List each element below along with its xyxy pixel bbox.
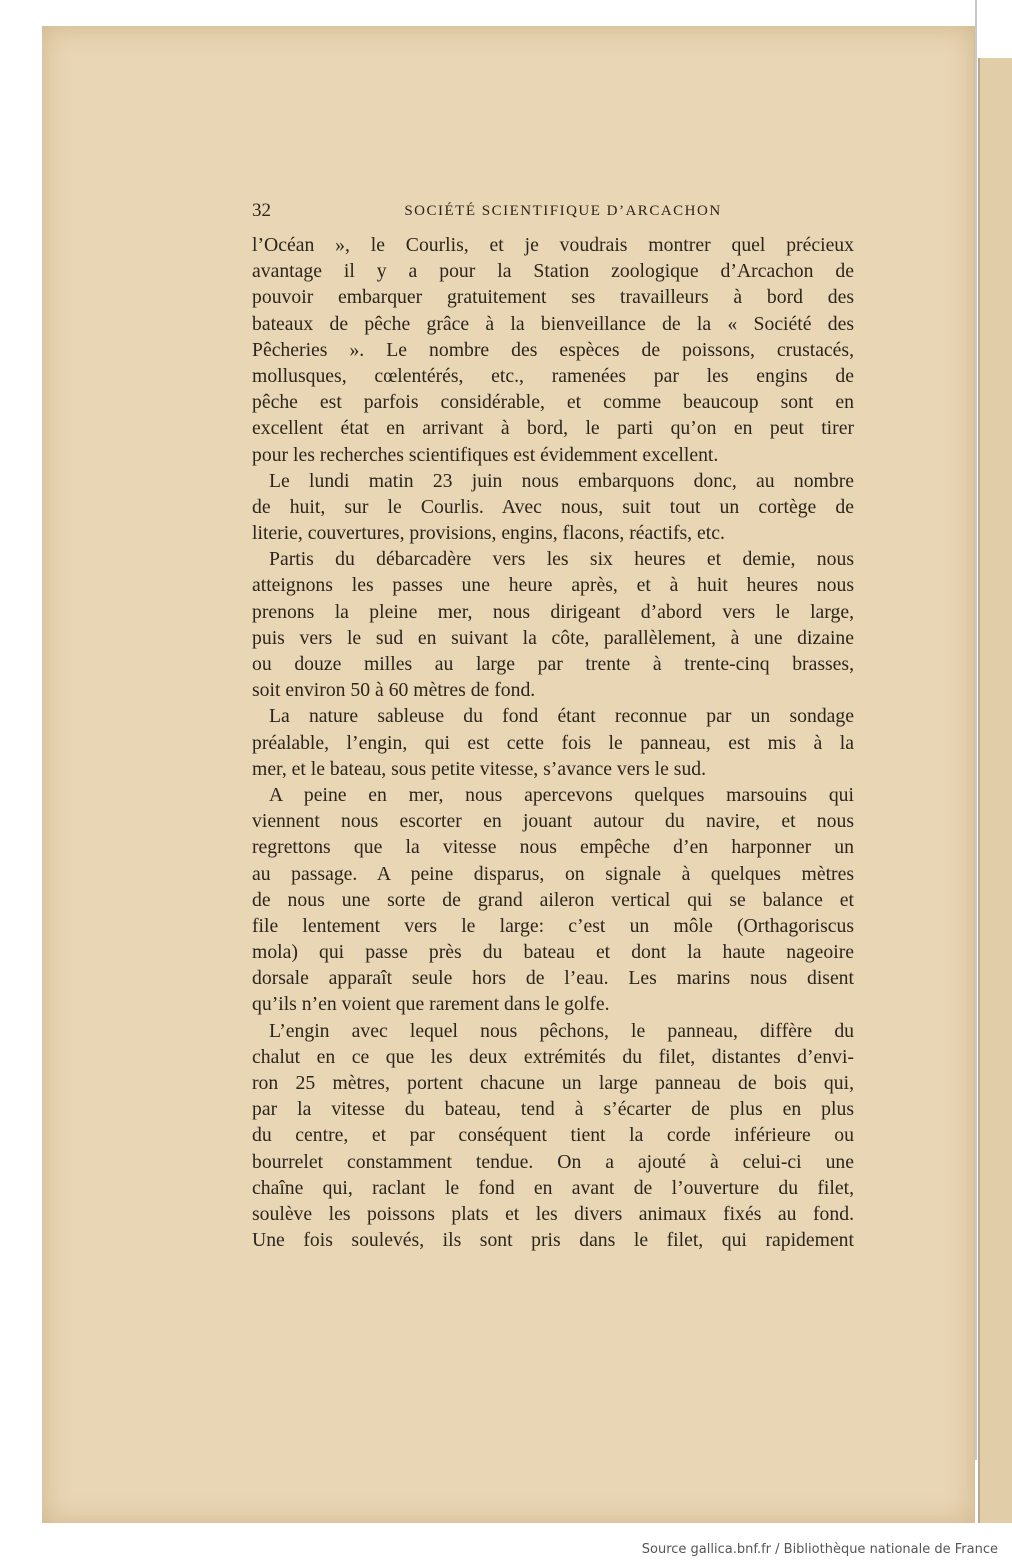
text-line: mollusques, cœlentérés, etc., ramenées par les engins de	[252, 364, 854, 387]
text-line: pêche est parfois considérable, et comme beaucoup sont en	[252, 391, 854, 414]
text-line: de nous une sorte de grand aileron vertical qui se balance et	[252, 888, 854, 911]
text-line: L’engin avec lequel nous pêchons, le panneau, diffère du	[269, 1019, 854, 1042]
text-line: viennent nous escorter en jouant autour du navire, et nous	[252, 810, 854, 833]
text-line: au passage. A peine disparus, on signale à quelques mètres	[252, 862, 854, 885]
text-line: Une fois soulevés, ils sont pris dans le filet, qui rapidement	[252, 1229, 854, 1252]
text-line: du centre, et par conséquent tient la corde inférieure ou	[252, 1124, 854, 1147]
text-line: pour les recherches scientifiques est évidemment excellent.	[252, 443, 719, 466]
text-line: pouvoir embarquer gratuitement ses travailleurs à bord des	[252, 286, 854, 309]
text-line: avantage il y a pour la Station zoologique d’Arcachon de	[252, 260, 854, 283]
text-line: atteignons les passes une heure après, et à huit heures nous	[252, 574, 854, 597]
text-line: chalut en ce que les deux extrémités du filet, distantes d’envi-	[252, 1045, 854, 1068]
text-line: préalable, l’engin, qui est cette fois le panneau, est mis à la	[252, 731, 854, 754]
running-title: SOCIÉTÉ SCIENTIFIQUE D’ARCACHON	[404, 203, 722, 219]
text-line: file lentement vers le large: c’est un môle (Orthagoriscus	[252, 914, 854, 937]
text-line: literie, couvertures, provisions, engins, flacons, réactifs, etc.	[252, 522, 725, 545]
text-line: ron 25 mètres, portent chacune un large panneau de bois qui,	[252, 1072, 854, 1094]
text-line: regrettons que la vitesse nous empêche d’en harponner un	[252, 836, 854, 859]
text-line: Pêcheries ». Le nombre des espèces de poissons, crustacés,	[252, 338, 854, 361]
text-line: ou douze milles au large par trente à trente-cinq brasses,	[252, 653, 854, 675]
viewer-edge-rule	[975, 0, 977, 1460]
text-line: bateaux de pêche grâce à la bienveillance de la « Société des	[252, 312, 854, 335]
text-line: bourrelet constamment tendue. On a ajouté à celui-ci une	[252, 1150, 854, 1173]
page-number: 32	[252, 200, 271, 221]
text-line: mola) qui passe près du bateau et dont la haute nageoire	[252, 941, 854, 964]
text-line: mer, et le bateau, sous petite vitesse, s’avance vers le sud.	[252, 757, 707, 780]
text-line: l’Océan », le Courlis, et je voudrais montrer quel précieux	[252, 234, 854, 256]
text-line: excellent état en arrivant à bord, le parti qu’on en peut tirer	[252, 417, 854, 440]
source-credit: Source gallica.bnf.fr / Bibliothèque nationale de France	[641, 1542, 998, 1557]
text-line: dorsale apparaît seule hors de l’eau. Les marins nous disent	[252, 967, 854, 990]
page-header	[252, 200, 854, 226]
text-line: A peine en mer, nous apercevons quelques marsouins qui	[269, 783, 854, 806]
text-line: de huit, sur le Courlis. Avec nous, suit tout un cortège de	[252, 495, 854, 518]
text-line: chaîne qui, raclant le fond en avant de l’ouverture du filet,	[252, 1176, 854, 1199]
text-line: soit environ 50 à 60 mètres de fond.	[252, 679, 536, 702]
text-line: Le lundi matin 23 juin nous embarquons donc, au nombre	[269, 469, 854, 492]
text-line: puis vers le sud en suivant la côte, parallèlement, à une dizaine	[252, 626, 854, 649]
body-text	[252, 232, 854, 1253]
next-page-edge	[978, 58, 1012, 1523]
text-line: prenons la pleine mer, nous dirigeant d’abord vers le large,	[252, 600, 854, 623]
text-line: La nature sableuse du fond étant reconnue par un sondage	[269, 705, 854, 728]
text-line: qu’ils n’en voient que rarement dans le golfe.	[252, 993, 610, 1016]
text-line: par la vitesse du bateau, tend à s’écarter de plus en plus	[252, 1098, 854, 1121]
text-line: soulève les poissons plats et les divers animaux fixés au fond.	[252, 1202, 854, 1225]
text-line: Partis du débarcadère vers les six heures et demie, nous	[269, 548, 854, 571]
